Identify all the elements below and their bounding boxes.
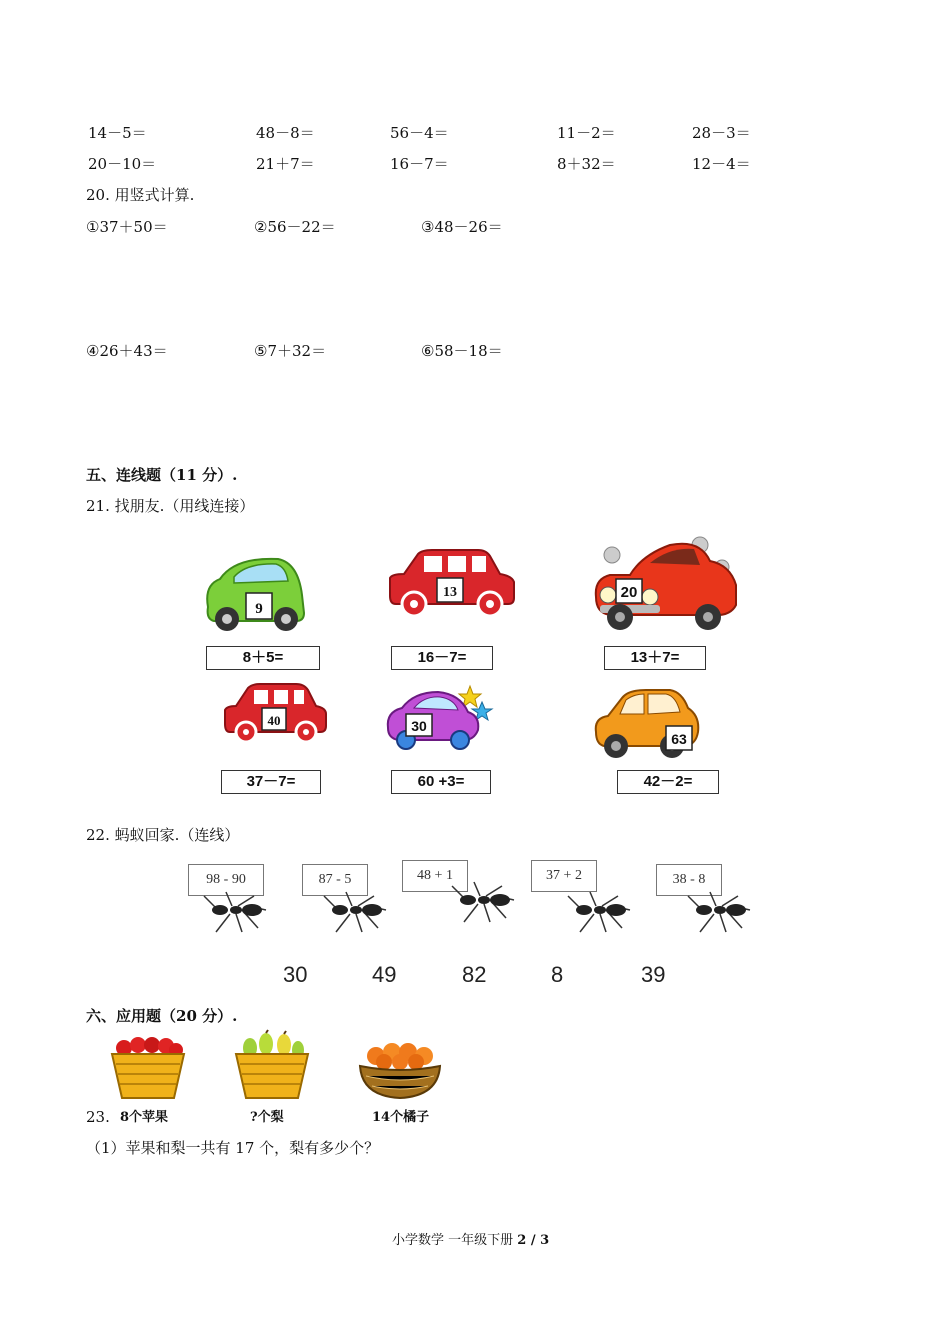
basket-label: ?个梨 bbox=[250, 1110, 284, 1125]
equation: 56－4＝ bbox=[390, 124, 449, 142]
equation: 11－2＝ bbox=[557, 124, 616, 142]
ant-home-number: 30 bbox=[283, 962, 308, 987]
car-icon bbox=[222, 682, 328, 744]
equation: 21＋7＝ bbox=[256, 155, 315, 173]
basket-label: 14个橘子 bbox=[372, 1110, 430, 1125]
vertical-calc-item: ①37＋50＝ bbox=[86, 218, 168, 236]
ant-home-number: 8 bbox=[551, 962, 564, 987]
car-expression: 42－2= bbox=[617, 770, 719, 794]
ant-home-number: 82 bbox=[462, 962, 487, 987]
car-icon bbox=[200, 555, 310, 635]
ant-equation-label: 98 - 90 bbox=[188, 864, 264, 896]
ant-equation-label: 48 + 1 bbox=[402, 860, 468, 892]
ant-icon bbox=[444, 878, 534, 928]
question-22-title: 22. 蚂蚁回家.（连线） bbox=[86, 826, 240, 844]
car-expression: 13＋7= bbox=[604, 646, 706, 670]
equation: 14－5＝ bbox=[88, 124, 147, 142]
vertical-calc-item: ④26＋43＝ bbox=[86, 342, 168, 360]
car-expression: 16－7= bbox=[391, 646, 493, 670]
car-icon bbox=[592, 686, 702, 762]
ant-equation-label: 37 + 2 bbox=[531, 860, 597, 892]
vertical-calc-item: ③48－26＝ bbox=[421, 218, 503, 236]
vertical-calc-item: ⑥58－18＝ bbox=[421, 342, 503, 360]
ant-home-number: 49 bbox=[372, 962, 397, 987]
page-footer bbox=[392, 1229, 549, 1248]
equation: 20－10＝ bbox=[88, 155, 157, 173]
basket-label: 8个苹果 bbox=[120, 1110, 169, 1125]
footer-text: 小学数学 一年级下册 bbox=[392, 1233, 518, 1248]
orange-basket-icon bbox=[358, 1040, 442, 1102]
car-number: 30 bbox=[411, 718, 427, 734]
question-23-number: 23. bbox=[86, 1108, 110, 1126]
ant-icon bbox=[196, 888, 286, 938]
equation: 8＋32＝ bbox=[557, 155, 616, 173]
car-icon bbox=[384, 684, 494, 754]
ant-icon bbox=[560, 888, 650, 938]
equation: 28－3＝ bbox=[692, 124, 751, 142]
car-expression: 60 +3= bbox=[391, 770, 491, 794]
ant-equation-label: 87 - 5 bbox=[302, 864, 368, 896]
section-5-heading: 五、连线题（11 分）. bbox=[86, 466, 238, 484]
car-number: 20 bbox=[620, 584, 638, 601]
vertical-calc-item: ②56－22＝ bbox=[254, 218, 336, 236]
ant-icon bbox=[316, 888, 406, 938]
car-number: 40 bbox=[267, 713, 281, 728]
question-20-title: 20. 用竖式计算. bbox=[86, 186, 195, 204]
car-number: 13 bbox=[443, 585, 457, 600]
pear-basket-icon bbox=[234, 1030, 310, 1102]
car-expression: 8＋5= bbox=[206, 646, 320, 670]
car-expression: 37－7= bbox=[221, 770, 321, 794]
car-number: 63 bbox=[671, 731, 687, 747]
car-icon bbox=[590, 535, 740, 635]
ant-home-number: 39 bbox=[641, 962, 666, 987]
ant-icon bbox=[680, 888, 770, 938]
equation: 12－4＝ bbox=[692, 155, 751, 173]
equation: 16－7＝ bbox=[390, 155, 449, 173]
car-icon bbox=[386, 548, 516, 618]
vertical-calc-item: ⑤7＋32＝ bbox=[254, 342, 327, 360]
ant-equation-label: 38 - 8 bbox=[656, 864, 722, 896]
question-21-title: 21. 找朋友.（用线连接） bbox=[86, 497, 255, 515]
apple-basket-icon bbox=[110, 1034, 186, 1102]
question-23-part-1: （1）苹果和梨一共有 17 个，梨有多少个？ bbox=[86, 1139, 380, 1157]
equation: 48－8＝ bbox=[256, 124, 315, 142]
page-number: 2 / 3 bbox=[517, 1233, 550, 1248]
section-6-heading: 六、应用题（20 分）. bbox=[86, 1007, 238, 1025]
car-number: 9 bbox=[255, 601, 263, 617]
